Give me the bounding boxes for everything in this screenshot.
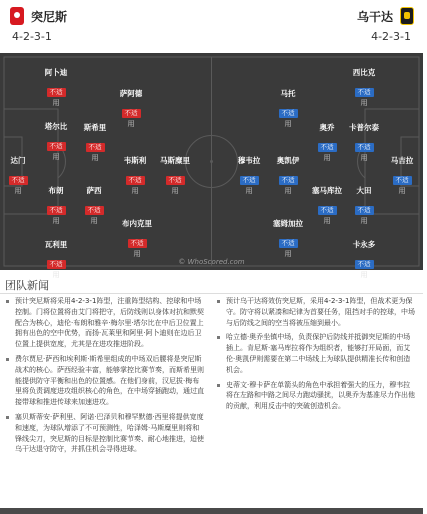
bullet-icon <box>6 416 9 419</box>
player-name: 大田 <box>356 186 372 195</box>
player-status-tag: 不适 <box>86 143 105 152</box>
news-text: 预计突尼斯将采用4-2-3-1阵型，注重阵型结构、控球和中场控制。门将位置将由艾门将把守，后防线则以身体对抗和默契配合为核心，迪伦·布朗和雅辛·梅尔里·塔尔比在中后卫位置上拥有出色的空中优势，而扬·瓦莱里和阿里·阿卜迪则在边后卫位置上提供宽度，尤其是在进攻推进阶段。 <box>15 297 204 349</box>
player-status: 用 <box>323 154 331 162</box>
player-status-tag: 不适 <box>355 260 374 269</box>
player-status: 用 <box>284 250 292 258</box>
match-header <box>0 0 423 52</box>
news-item <box>216 380 416 412</box>
pitch <box>0 53 423 279</box>
player-name: 萨阿德 <box>119 89 143 98</box>
player-status-tag: 不适 <box>47 206 66 215</box>
player-status: 用 <box>52 271 60 279</box>
home-player-7[interactable] <box>150 155 200 196</box>
player-status: 用 <box>52 217 60 225</box>
news-item <box>5 412 205 455</box>
news-item <box>216 296 416 328</box>
player-status-tag: 不适 <box>279 176 298 185</box>
player-name: 阿卜迪 <box>44 68 68 77</box>
player-status: 用 <box>398 187 406 195</box>
player-status: 用 <box>133 250 141 258</box>
player-status-tag: 不适 <box>47 142 66 151</box>
player-status: 用 <box>284 187 292 195</box>
player-status: 用 <box>245 187 253 195</box>
divider <box>0 293 423 294</box>
away-player-9[interactable] <box>339 185 389 226</box>
news-item <box>5 296 205 350</box>
player-name: 萨西 <box>86 186 102 195</box>
player-status: 用 <box>323 217 331 225</box>
player-name: 卡永多 <box>352 240 376 249</box>
player-status-tag: 不适 <box>9 176 28 185</box>
player-name: 布内克里 <box>122 219 152 228</box>
player-status-tag: 不适 <box>355 206 374 215</box>
away-player-1[interactable] <box>339 67 389 108</box>
player-status: 用 <box>360 154 368 162</box>
player-status-tag: 不适 <box>85 206 104 215</box>
news-text: 预计乌干达将效仿突尼斯，采用4-2-3-1阵型，但战术更为保守。防守将以紧凑和纪律为首要任务，阻挡对手的控球，中场与后防线之间的空当将被压缩到最小。 <box>226 297 415 327</box>
player-status-tag: 不适 <box>279 109 298 118</box>
home-team-name[interactable]: 突尼斯 <box>31 10 68 24</box>
player-status-tag: 不适 <box>279 239 298 248</box>
player-status-tag: 不适 <box>318 206 337 215</box>
player-status-tag: 不适 <box>47 260 66 269</box>
away-player-10[interactable] <box>263 218 313 259</box>
player-name: 塞马库拉 <box>312 186 342 195</box>
player-status-tag: 不适 <box>122 109 141 118</box>
player-status: 用 <box>52 99 60 107</box>
player-status: 用 <box>90 217 98 225</box>
news-item <box>5 354 205 408</box>
player-status-tag: 不适 <box>318 143 337 152</box>
bullet-icon <box>6 300 9 303</box>
player-name: 马吉拉 <box>390 156 414 165</box>
player-name: 穆韦拉 <box>237 156 261 165</box>
news-text: 塞贝斯蒂安·萨利里、阿诺·巴泽贝和穆罕默德·西里将提供宽度和速度，为球队增添了不可预测性，哈泽姆·马斯糜里则将和锋线尖刀，突尼斯的目标是控制比赛节奏、耐心地推进，迫使乌干达退守防守，并抓住机会寻得进球。 <box>15 412 204 454</box>
player-status-tag: 不适 <box>355 143 374 152</box>
home-news-column <box>5 296 205 459</box>
news-item <box>216 332 416 375</box>
bullet-icon <box>217 300 220 303</box>
home-player-10[interactable] <box>112 218 162 259</box>
player-status: 用 <box>360 271 368 279</box>
player-status: 用 <box>91 154 99 162</box>
news-text: 哈立德·奥乔坐镇中场，负责保护后防线并抵御突尼斯的中场插上。肯尼斯·塞马库拉将作为组织者，能够打开局面，而艾伦·奥凯伊则需要在第二中场线上为球队提供精准长传和创造机会。 <box>226 333 411 374</box>
player-status: 用 <box>360 99 368 107</box>
player-name: 布朗 <box>48 186 64 195</box>
away-team-name[interactable]: 乌干达 <box>356 10 393 24</box>
whoscored-watermark: © WhoScored.com <box>178 258 245 266</box>
bullet-icon <box>217 336 220 339</box>
player-status: 用 <box>360 217 368 225</box>
player-name: 塞姆加拉 <box>273 219 303 228</box>
player-name: 奥凯伊 <box>276 156 300 165</box>
player-name: 卡普尔泰 <box>349 123 379 132</box>
away-news-column <box>216 296 416 416</box>
uganda-crest-icon <box>400 7 414 25</box>
player-status: 用 <box>52 153 60 161</box>
player-status: 用 <box>131 187 139 195</box>
player-name: 塔尔比 <box>44 122 68 131</box>
home-player-1[interactable] <box>31 67 81 108</box>
player-status-tag: 不适 <box>166 176 185 185</box>
player-status: 用 <box>14 187 22 195</box>
news-text: 费尔贾尼·萨西和埃利斯·斯希里组成的中场双后腰将是突尼斯战术的核心。萨西经验丰富，能够掌控比赛节奏，而斯希里则能提供防守平衡和出色的位置感。在他们身前，汉尼拔·梅布里将负责调度进攻组织核心的角色，在中场穿插跑动，通过直接带球和推进传球来加速进攻。 <box>15 354 204 407</box>
player-name: 韦斯利 <box>123 156 147 165</box>
bullet-icon <box>6 358 9 361</box>
player-name: 斯希里 <box>83 123 107 132</box>
player-name: 西比克 <box>352 68 376 77</box>
player-status-tag: 不适 <box>47 88 66 97</box>
bullet-icon <box>217 384 220 387</box>
player-status-tag: 不适 <box>126 176 145 185</box>
player-status-tag: 不适 <box>128 239 147 248</box>
player-status: 用 <box>127 120 135 128</box>
news-text: 史蒂文·穆卡萨在单箭头的角色中承担着强大的压力，穆韦拉将在左路和中路之间尽力跑动骚扰，以奥乔为基准尽力作出他的贡献，利用反击中的突破创造机会。 <box>226 380 415 411</box>
player-name: 瓦利里 <box>44 240 68 249</box>
player-name: 马斯糜里 <box>160 156 190 165</box>
bottom-bar <box>0 508 423 514</box>
player-name: 马托 <box>280 89 296 98</box>
player-status: 用 <box>171 187 179 195</box>
player-status: 用 <box>284 120 292 128</box>
tunisia-crest-icon <box>10 7 24 25</box>
away-formation: 4-2-3-1 <box>371 30 411 43</box>
team-news-title: 团队新闻 <box>5 279 49 292</box>
player-status-tag: 不适 <box>240 176 259 185</box>
player-name: 达门 <box>10 156 26 165</box>
player-name: 奥乔 <box>319 123 335 132</box>
player-status-tag: 不适 <box>355 88 374 97</box>
player-status-tag: 不适 <box>393 176 412 185</box>
home-formation: 4-2-3-1 <box>12 30 52 43</box>
